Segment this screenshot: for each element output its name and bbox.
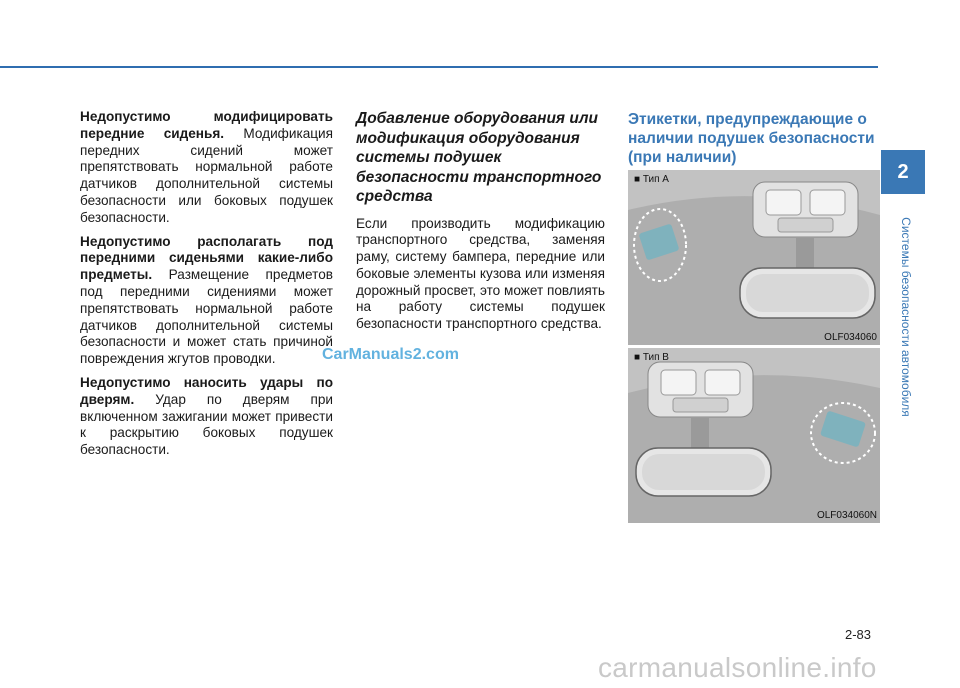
paragraph-doors [80, 375, 333, 459]
left-column [80, 109, 333, 466]
page-number: 2-83 [845, 627, 872, 642]
figure-label: ■ Тип A [634, 174, 669, 185]
figure-type-a [628, 170, 880, 345]
figure-type-b [628, 348, 880, 523]
paragraph-title: Недопустимо располагать под передними сиденьями какие-либо предметы. [80, 233, 333, 283]
chapter-number-badge: 2 [881, 150, 925, 194]
chapter-title-vertical [896, 205, 916, 430]
footer-site-watermark: carmanualsonline.info [598, 652, 877, 683]
paragraph-title: Недопустимо модифицировать передние сиденья. [80, 109, 333, 141]
overhead-console-illustration-b [628, 348, 880, 523]
paragraph-title: Недопустимо наносить удары по дверям. [80, 374, 333, 407]
overhead-console-illustration-a [628, 170, 880, 345]
paragraph-front-seats [80, 109, 333, 227]
figure-code: OLF034060N [816, 510, 877, 521]
paragraph-body: Модификация передних сидений может препятствовать нормальной работе датчиков дополнительной системы безопасности или боковых подушек безопасности. [80, 125, 333, 225]
figure-code: OLF034060 [824, 332, 877, 343]
section-heading: Добавление оборудования или модификация оборудования системы подушек безопасности транспортного средства [356, 110, 602, 205]
middle-column [356, 109, 605, 340]
watermark: CarManuals2.com [322, 346, 459, 363]
airbag-labels-heading: Этикетки, предупреждающие о наличии подушек безопасности (при наличии) [628, 111, 875, 166]
paragraph-body: Удар по дверям при включенном зажигании может привести к раскрытию боковых подушек безопасности. [80, 391, 333, 458]
paragraph-under-seats [80, 234, 333, 368]
paragraph-body: Размещение предметов под передними сидениями может препятствовать нормальной работе датчиков дополнительной системы безопасности и может стать причиной повреждения жгутов проводки. [80, 267, 333, 367]
chapter-title: Системы безопасности автомобиля [899, 217, 913, 417]
figure-label: ■ Тип B [634, 352, 669, 363]
section-body: Если производить модификацию транспортного средства, заменяя раму, систему бампера, передние или боковые элементы кузова или изменяя дорожный просвет, это может повлиять на работу системы подушек безопасности транспортного средства. [356, 215, 605, 332]
header-rule [0, 66, 878, 68]
